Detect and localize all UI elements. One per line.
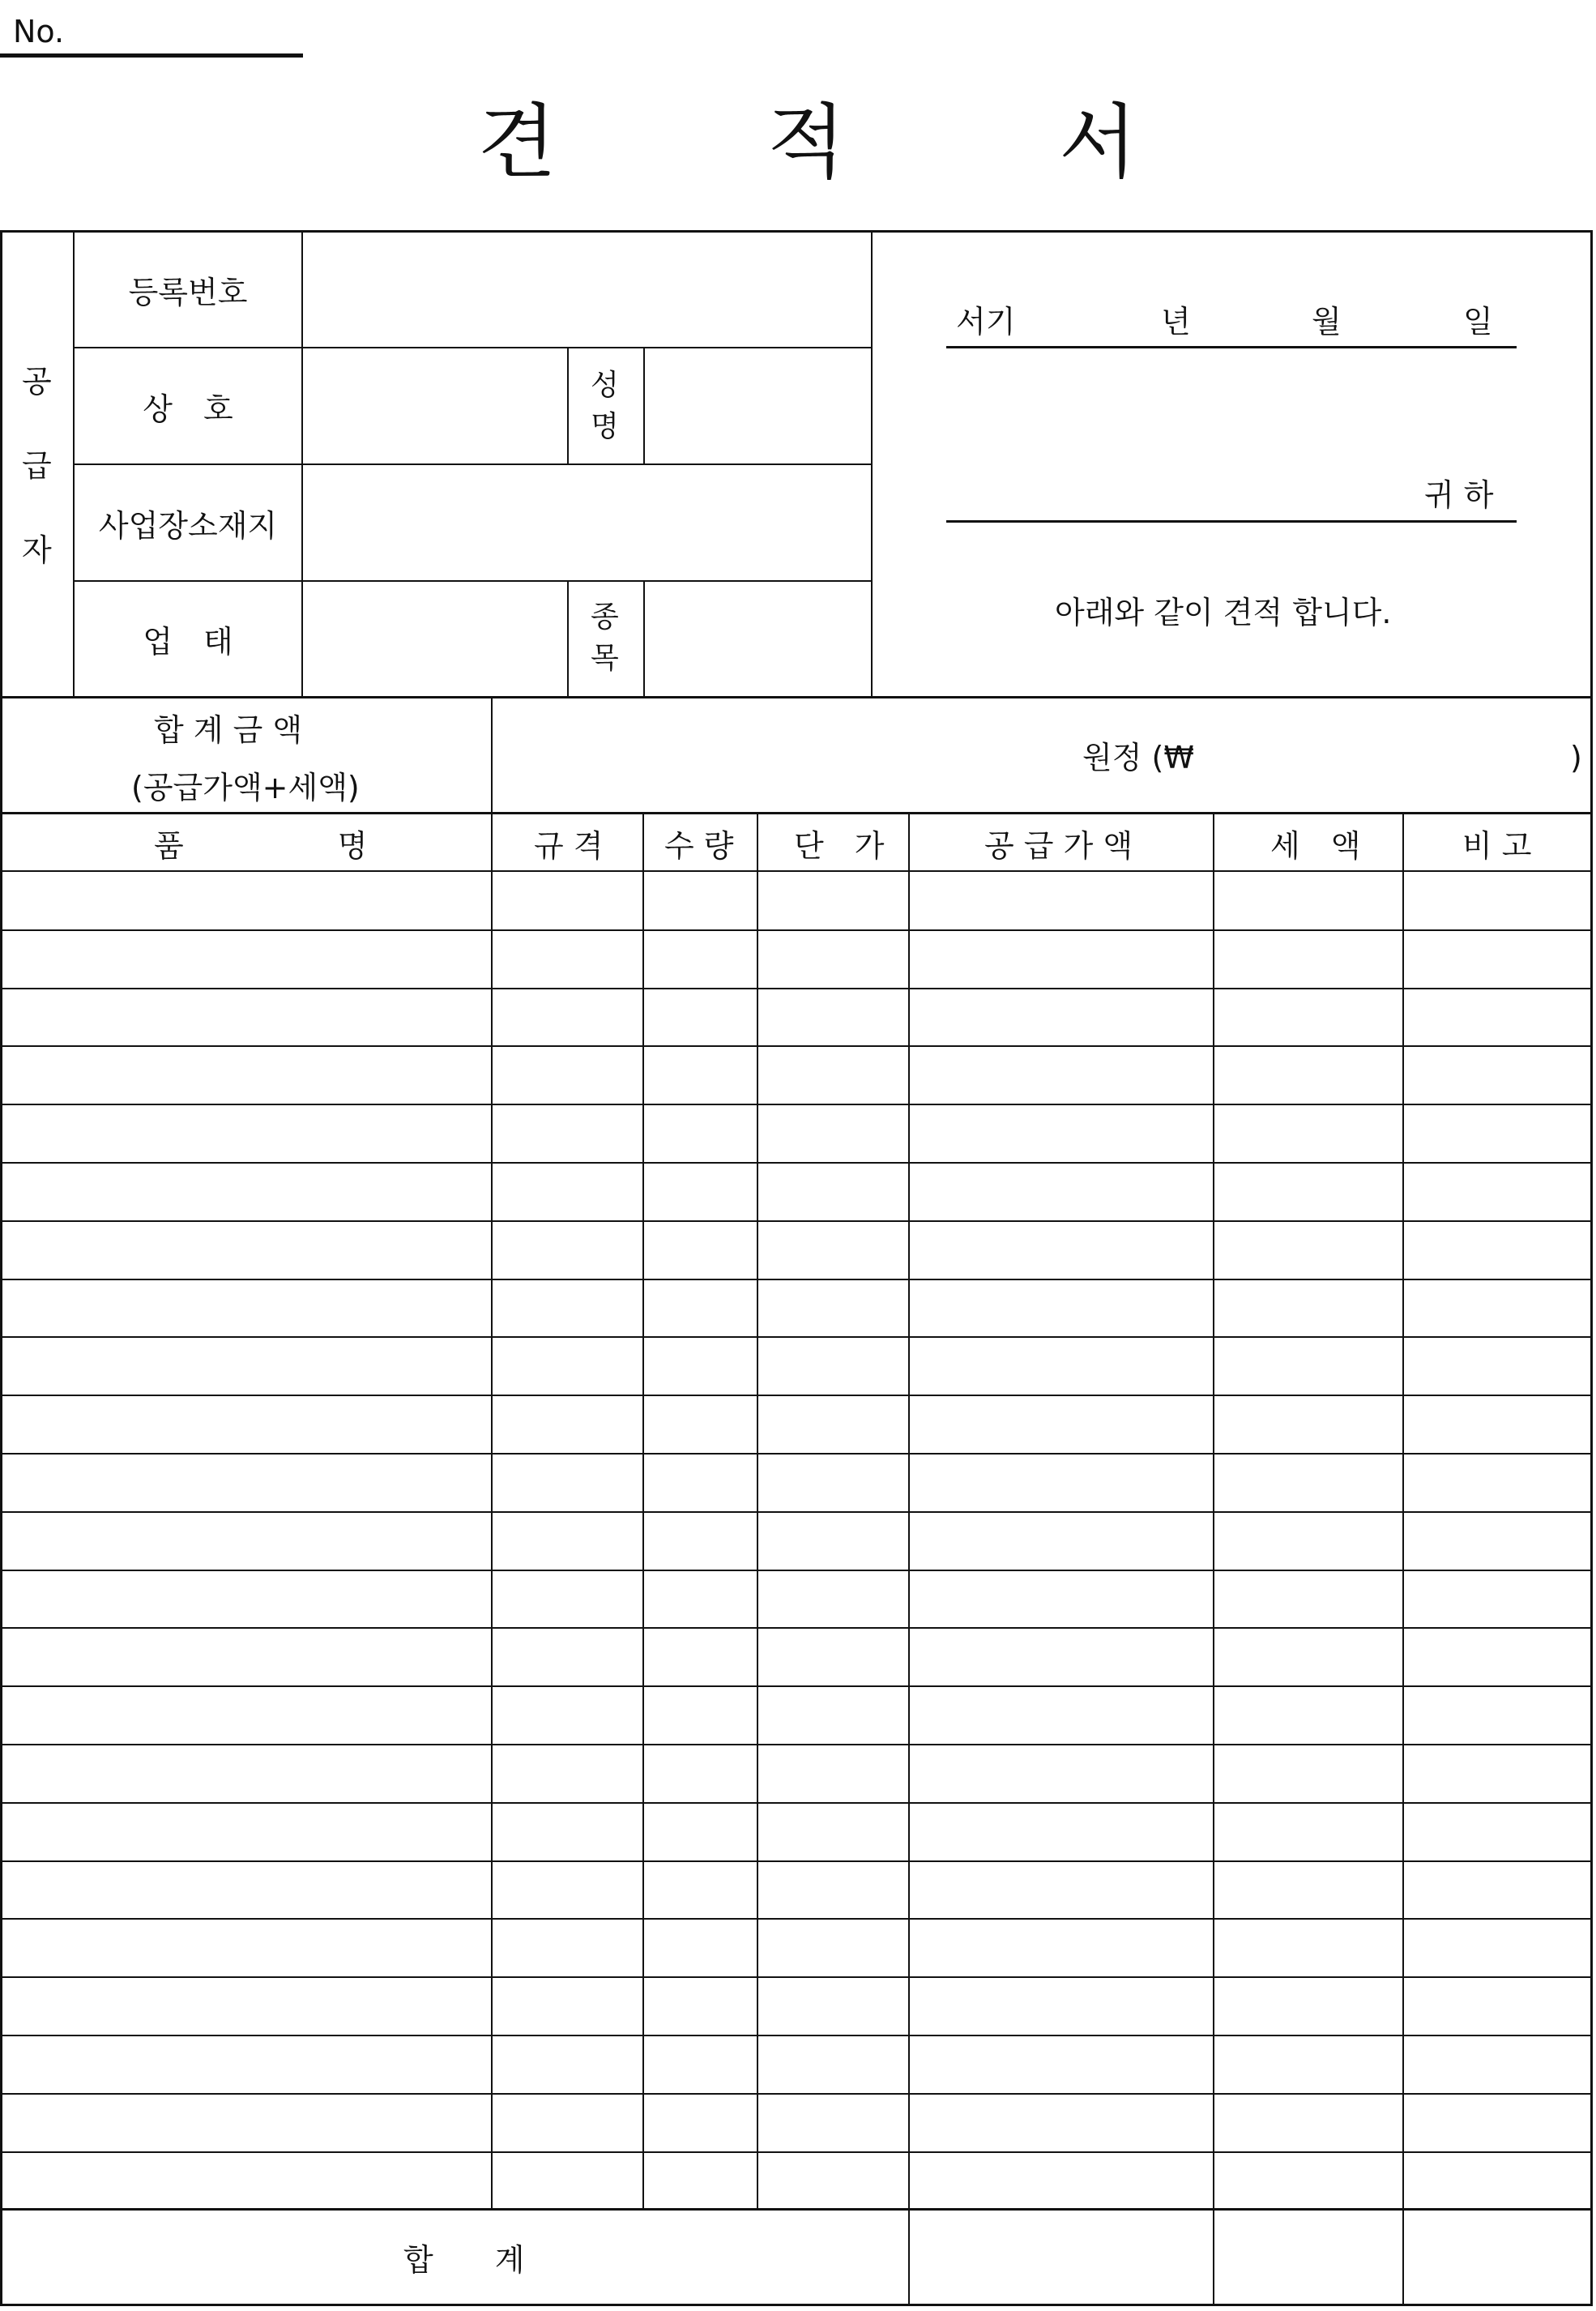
cell-tax[interactable] (1214, 2153, 1402, 2209)
total-amount-field[interactable] (1207, 729, 1555, 786)
cell-spec[interactable] (493, 2153, 642, 2209)
cell-qty[interactable] (644, 1222, 757, 1278)
item-label-1: 종 (591, 600, 619, 634)
cell-item[interactable] (2, 1571, 491, 1627)
cell-unit-price[interactable] (758, 2095, 908, 2151)
cell-tax[interactable] (1214, 989, 1402, 1045)
cell-qty[interactable] (644, 1338, 757, 1394)
cell-supply-amount[interactable] (910, 1629, 1213, 1685)
cell-unit-price[interactable] (758, 873, 908, 929)
column-header-item: 품 명 (154, 828, 368, 864)
cell-spec[interactable] (493, 2095, 642, 2151)
cell-tax[interactable] (1214, 1280, 1402, 1336)
company-field[interactable] (303, 348, 567, 463)
business-type-label: 업 태 (143, 624, 233, 660)
cell-qty[interactable] (644, 931, 757, 987)
recipient-underline (946, 520, 1517, 523)
date-year-label: 년 (1161, 304, 1191, 340)
cell-supply-amount[interactable] (910, 2036, 1213, 2092)
cell-spec[interactable] (493, 931, 642, 987)
cell-item[interactable] (2, 2095, 491, 2151)
company-label: 상 호 (143, 391, 233, 427)
cell-spec[interactable] (493, 1978, 642, 2034)
cell-supply-amount[interactable] (910, 1978, 1213, 2034)
cell-unit-price[interactable] (758, 1629, 908, 1685)
cell-qty[interactable] (644, 2095, 757, 2151)
cell-remarks[interactable] (1404, 989, 1590, 1045)
cell-item[interactable] (2, 1164, 491, 1220)
cell-remarks[interactable] (1404, 1222, 1590, 1278)
statement-text: 아래와 같이 견적 합니다. (1055, 595, 1392, 630)
cell-tax[interactable] (1214, 1745, 1402, 1801)
cell-qty[interactable] (644, 1978, 757, 2034)
cell-qty[interactable] (644, 1804, 757, 1860)
cell-qty[interactable] (644, 1571, 757, 1627)
total-amount-label-line1: 합 계 금 액 (154, 712, 303, 748)
cell-unit-price[interactable] (758, 1862, 908, 1918)
cell-tax[interactable] (1214, 1571, 1402, 1627)
cell-remarks[interactable] (1404, 873, 1590, 929)
cell-tax[interactable] (1214, 1164, 1402, 1220)
cell-tax[interactable] (1214, 1687, 1402, 1743)
name-label-2: 명 (591, 410, 619, 443)
cell-item[interactable] (2, 1455, 491, 1510)
cell-supply-amount[interactable] (910, 873, 1213, 929)
cell-remarks[interactable] (1404, 1455, 1590, 1510)
cell-remarks[interactable] (1404, 931, 1590, 987)
cell-tax[interactable] (1214, 1629, 1402, 1685)
column-header-qty: 수 량 (664, 828, 734, 864)
cell-qty[interactable] (644, 2036, 757, 2092)
date-month-label: 월 (1312, 304, 1342, 340)
address-label: 사업장소재지 (98, 507, 278, 544)
cell-unit-price[interactable] (758, 1164, 908, 1220)
date-underline (946, 346, 1517, 348)
cell-remarks[interactable] (1404, 2153, 1590, 2209)
cell-remarks[interactable] (1404, 1920, 1590, 1976)
cell-unit-price[interactable] (758, 1920, 908, 1976)
cell-qty[interactable] (644, 1455, 757, 1510)
cell-spec[interactable] (493, 1745, 642, 1801)
address-field[interactable] (303, 465, 871, 580)
cell-remarks[interactable] (1404, 1629, 1590, 1685)
cell-tax[interactable] (1214, 1978, 1402, 2034)
business-type-field[interactable] (303, 582, 567, 696)
cell-unit-price[interactable] (758, 1745, 908, 1801)
title-char-3: 서 (1059, 95, 1137, 190)
cell-qty[interactable] (644, 1396, 757, 1452)
column-header-tax: 세 액 (1270, 828, 1361, 864)
cell-tax[interactable] (1214, 1105, 1402, 1161)
cell-item[interactable] (2, 1047, 491, 1103)
cell-remarks[interactable] (1404, 2036, 1590, 2092)
cell-item[interactable] (2, 1222, 491, 1278)
cell-spec[interactable] (493, 1687, 642, 1743)
cell-supply-amount[interactable] (910, 1047, 1213, 1103)
cell-supply-amount[interactable] (910, 1455, 1213, 1510)
cell-supply-amount[interactable] (910, 1804, 1213, 1860)
cell-item[interactable] (2, 1745, 491, 1801)
cell-tax[interactable] (1214, 1513, 1402, 1569)
cell-supply-amount[interactable] (910, 1920, 1213, 1976)
cell-tax[interactable] (1214, 1222, 1402, 1278)
cell-spec[interactable] (493, 1338, 642, 1394)
footer-total-tax[interactable] (1214, 2211, 1402, 2304)
footer-total-label: 합 계 (403, 2242, 525, 2278)
cell-unit-price[interactable] (758, 1396, 908, 1452)
cell-spec[interactable] (493, 1047, 642, 1103)
cell-item[interactable] (2, 1862, 491, 1918)
date-era-label: 서기 (956, 304, 1016, 340)
cell-qty[interactable] (644, 1687, 757, 1743)
cell-supply-amount[interactable] (910, 1338, 1213, 1394)
cell-remarks[interactable] (1404, 2095, 1590, 2151)
cell-tax[interactable] (1214, 2036, 1402, 2092)
date-day-label: 일 (1463, 304, 1493, 340)
cell-qty[interactable] (644, 1105, 757, 1161)
cell-item[interactable] (2, 873, 491, 929)
cell-item[interactable] (2, 989, 491, 1045)
cell-supply-amount[interactable] (910, 1280, 1213, 1336)
cell-item[interactable] (2, 1338, 491, 1394)
doc-number-label: No. (13, 14, 65, 49)
cell-unit-price[interactable] (758, 1571, 908, 1627)
cell-supply-amount[interactable] (910, 2153, 1213, 2209)
cell-remarks[interactable] (1404, 1280, 1590, 1336)
cell-remarks[interactable] (1404, 1164, 1590, 1220)
cell-unit-price[interactable] (758, 1513, 908, 1569)
cell-remarks[interactable] (1404, 1338, 1590, 1394)
cell-tax[interactable] (1214, 1920, 1402, 1976)
cell-tax[interactable] (1214, 1804, 1402, 1860)
cell-tax[interactable] (1214, 1338, 1402, 1394)
cell-item[interactable] (2, 1280, 491, 1336)
cell-unit-price[interactable] (758, 1455, 908, 1510)
cell-qty[interactable] (644, 1513, 757, 1569)
recipient-field[interactable] (946, 454, 1400, 519)
cell-tax[interactable] (1214, 1396, 1402, 1452)
cell-supply-amount[interactable] (910, 1862, 1213, 1918)
cell-qty[interactable] (644, 1280, 757, 1336)
cell-item[interactable] (2, 1978, 491, 2034)
cell-spec[interactable] (493, 1629, 642, 1685)
cell-spec[interactable] (493, 1280, 642, 1336)
cell-supply-amount[interactable] (910, 931, 1213, 987)
cell-remarks[interactable] (1404, 1571, 1590, 1627)
cell-remarks[interactable] (1404, 1862, 1590, 1918)
cell-spec[interactable] (493, 1222, 642, 1278)
item-field[interactable] (645, 582, 871, 696)
cell-remarks[interactable] (1404, 1978, 1590, 2034)
cell-supply-amount[interactable] (910, 1513, 1213, 1569)
cell-spec[interactable] (493, 1164, 642, 1220)
column-header-remarks: 비 고 (1462, 828, 1532, 864)
cell-item[interactable] (2, 1687, 491, 1743)
cell-supply-amount[interactable] (910, 989, 1213, 1045)
reg-no-field[interactable] (303, 233, 871, 347)
cell-spec[interactable] (493, 1105, 642, 1161)
doc-number-underline (0, 53, 303, 58)
recipient-suffix: 귀 하 (1424, 477, 1494, 513)
total-amount-prefix: 원정 (₩ (1082, 740, 1194, 775)
cell-item[interactable] (2, 2153, 491, 2209)
cell-spec[interactable] (493, 2036, 642, 2092)
cell-qty[interactable] (644, 2153, 757, 2209)
cell-item[interactable] (2, 1629, 491, 1685)
cell-spec[interactable] (493, 1571, 642, 1627)
cell-item[interactable] (2, 1105, 491, 1161)
cell-item[interactable] (2, 931, 491, 987)
cell-remarks[interactable] (1404, 1513, 1590, 1569)
cell-supply-amount[interactable] (910, 1687, 1213, 1743)
cell-spec[interactable] (493, 1920, 642, 1976)
cell-qty[interactable] (644, 1862, 757, 1918)
cell-supply-amount[interactable] (910, 1222, 1213, 1278)
cell-remarks[interactable] (1404, 1105, 1590, 1161)
title-char-2: 적 (767, 95, 846, 190)
cell-unit-price[interactable] (758, 1280, 908, 1336)
total-amount-label-line2: (공급가액+세액) (131, 770, 360, 805)
cell-spec[interactable] (493, 1804, 642, 1860)
cell-remarks[interactable] (1404, 1687, 1590, 1743)
supplier-group-label-1: 공 (22, 364, 52, 399)
footer-total-supply-amount[interactable] (910, 2211, 1213, 2304)
cell-unit-price[interactable] (758, 1687, 908, 1743)
cell-supply-amount[interactable] (910, 1396, 1213, 1452)
cell-spec[interactable] (493, 1455, 642, 1510)
cell-spec[interactable] (493, 873, 642, 929)
cell-item[interactable] (2, 1920, 491, 1976)
cell-tax[interactable] (1214, 931, 1402, 987)
cell-unit-price[interactable] (758, 931, 908, 987)
cell-remarks[interactable] (1404, 1745, 1590, 1801)
cell-item[interactable] (2, 2036, 491, 2092)
cell-tax[interactable] (1214, 873, 1402, 929)
cell-spec[interactable] (493, 1513, 642, 1569)
cell-unit-price[interactable] (758, 2153, 908, 2209)
cell-tax[interactable] (1214, 1047, 1402, 1103)
cell-unit-price[interactable] (758, 1978, 908, 2034)
cell-unit-price[interactable] (758, 2036, 908, 2092)
cell-spec[interactable] (493, 1396, 642, 1452)
cell-unit-price[interactable] (758, 1222, 908, 1278)
cell-remarks[interactable] (1404, 1804, 1590, 1860)
cell-item[interactable] (2, 1513, 491, 1569)
cell-spec[interactable] (493, 1862, 642, 1918)
cell-supply-amount[interactable] (910, 1105, 1213, 1161)
column-header-supply-amount: 공 급 가 액 (984, 828, 1133, 864)
cell-tax[interactable] (1214, 2095, 1402, 2151)
cell-unit-price[interactable] (758, 989, 908, 1045)
cell-supply-amount[interactable] (910, 1571, 1213, 1627)
cell-unit-price[interactable] (758, 1105, 908, 1161)
cell-supply-amount[interactable] (910, 1745, 1213, 1801)
cell-qty[interactable] (644, 1047, 757, 1103)
cell-remarks[interactable] (1404, 1047, 1590, 1103)
footer-total-remarks[interactable] (1404, 2211, 1590, 2304)
column-header-unit-price: 단 가 (794, 828, 885, 864)
cell-tax[interactable] (1214, 1455, 1402, 1510)
total-amount-suffix: ) (1570, 740, 1582, 775)
cell-unit-price[interactable] (758, 1047, 908, 1103)
cell-qty[interactable] (644, 873, 757, 929)
cell-unit-price[interactable] (758, 1338, 908, 1394)
cell-tax[interactable] (1214, 1862, 1402, 1918)
title-char-1: 견 (478, 95, 557, 190)
cell-spec[interactable] (493, 989, 642, 1045)
cell-supply-amount[interactable] (910, 1164, 1213, 1220)
cell-qty[interactable] (644, 1164, 757, 1220)
column-header-spec: 규 격 (534, 828, 604, 864)
name-label-1: 성 (591, 369, 619, 402)
reg-no-label: 등록번호 (128, 275, 248, 310)
cell-item[interactable] (2, 1804, 491, 1860)
cell-qty[interactable] (644, 989, 757, 1045)
cell-remarks[interactable] (1404, 1396, 1590, 1452)
supplier-group-label-2: 급 (22, 448, 52, 484)
cell-unit-price[interactable] (758, 1804, 908, 1860)
cell-supply-amount[interactable] (910, 2095, 1213, 2151)
cell-qty[interactable] (644, 1629, 757, 1685)
cell-qty[interactable] (644, 1920, 757, 1976)
cell-item[interactable] (2, 1396, 491, 1452)
name-field[interactable] (645, 348, 871, 463)
supplier-group-label-3: 자 (22, 532, 52, 568)
item-label-2: 목 (591, 642, 619, 675)
cell-qty[interactable] (644, 1745, 757, 1801)
